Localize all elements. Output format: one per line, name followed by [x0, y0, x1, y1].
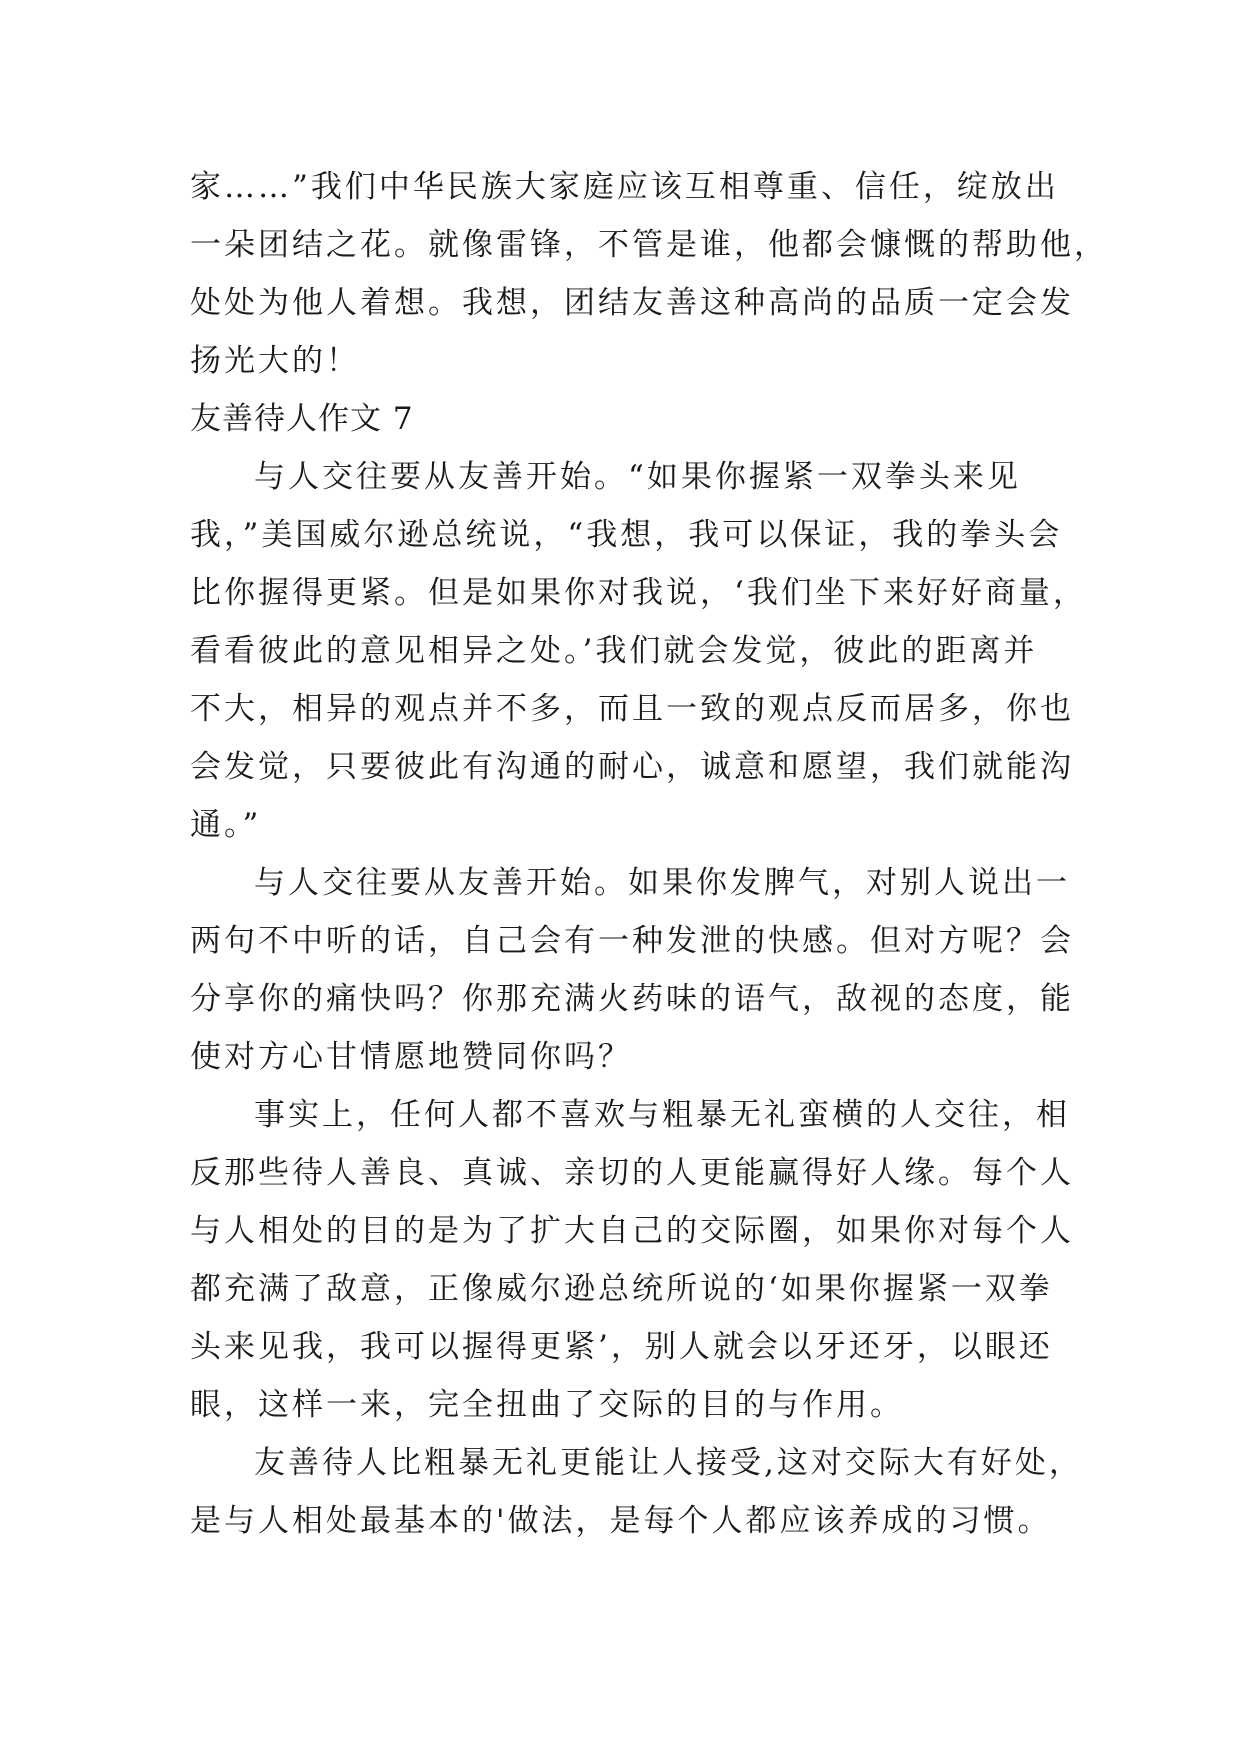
document-body [190, 158, 1108, 1550]
paragraph1-line: 我，”美国威尔逊总统说，“我想，我可以保证，我的拳头会 [190, 517, 1063, 553]
paragraph1-line: 会发觉，只要彼此有沟通的耐心，诚意和愿望，我们就能沟 [190, 749, 1074, 785]
paragraph2-line: 与人交往要从友善开始。如果你发脾气，对别人说出一 [254, 865, 1070, 901]
paragraph1-line: 不大，相异的观点并不多，而且一致的观点反而居多，你也 [190, 691, 1074, 727]
intro-line: 一朵团结之花。就像雷锋，不管是谁，他都会慷慨的帮助他， [190, 227, 1108, 263]
paragraph3-line: 眼，这样一来，完全扭曲了交际的目的与作用。 [190, 1387, 904, 1423]
paragraph1-line: 比你握得更紧。但是如果你对我说，‘我们坐下来好好商量， [190, 575, 1087, 611]
paragraph2-line: 使对方心甘情愿地赞同你吗？ [190, 1039, 632, 1075]
paragraph3-line: 事实上，任何人都不喜欢与粗暴无礼蛮横的人交往，相 [254, 1097, 1070, 1133]
intro-line: 扬光大的！ [190, 343, 360, 379]
paragraph3-line: 头来见我，我可以握得更紧’，别人就会以牙还牙，以眼还 [190, 1329, 1053, 1365]
paragraph4-line: 是与人相处最基本的'做法，是每个人都应该养成的习惯。 [190, 1503, 1052, 1539]
section-title: 友善待人作文 7 [190, 401, 414, 437]
paragraph3-line: 与人相处的目的是为了扩大自己的交际圈，如果你对每个人 [190, 1213, 1074, 1249]
paragraph1-line: 与人交往要从友善开始。“如果你握紧一双拳头来见 [254, 459, 1021, 495]
paragraph4-line: 友善待人比粗暴无礼更能让人接受,这对交际大有好处， [254, 1445, 1083, 1481]
paragraph1-line: 看看彼此的意见相异之处。’我们就会发觉，彼此的距离并 [190, 633, 1038, 669]
paragraph3-line: 反那些待人善良、真诚、亲切的人更能赢得好人缘。每个人 [190, 1155, 1074, 1191]
paragraph2-line: 分享你的痛快吗？你那充满火药味的语气，敌视的态度，能 [190, 981, 1074, 1017]
paragraph3-line: 都充满了敌意，正像威尔逊总统所说的‘如果你握紧一双拳 [190, 1271, 1053, 1307]
intro-line: 家……”我们中华民族大家庭应该互相尊重、信任，绽放出 [190, 169, 1059, 205]
intro-line: 处处为他人着想。我想，团结友善这种高尚的品质一定会发 [190, 285, 1074, 321]
paragraph1-line: 通。” [190, 807, 262, 843]
paragraph2-line: 两句不中听的话，自己会有一种发泄的快感。但对方呢？会 [190, 923, 1074, 959]
